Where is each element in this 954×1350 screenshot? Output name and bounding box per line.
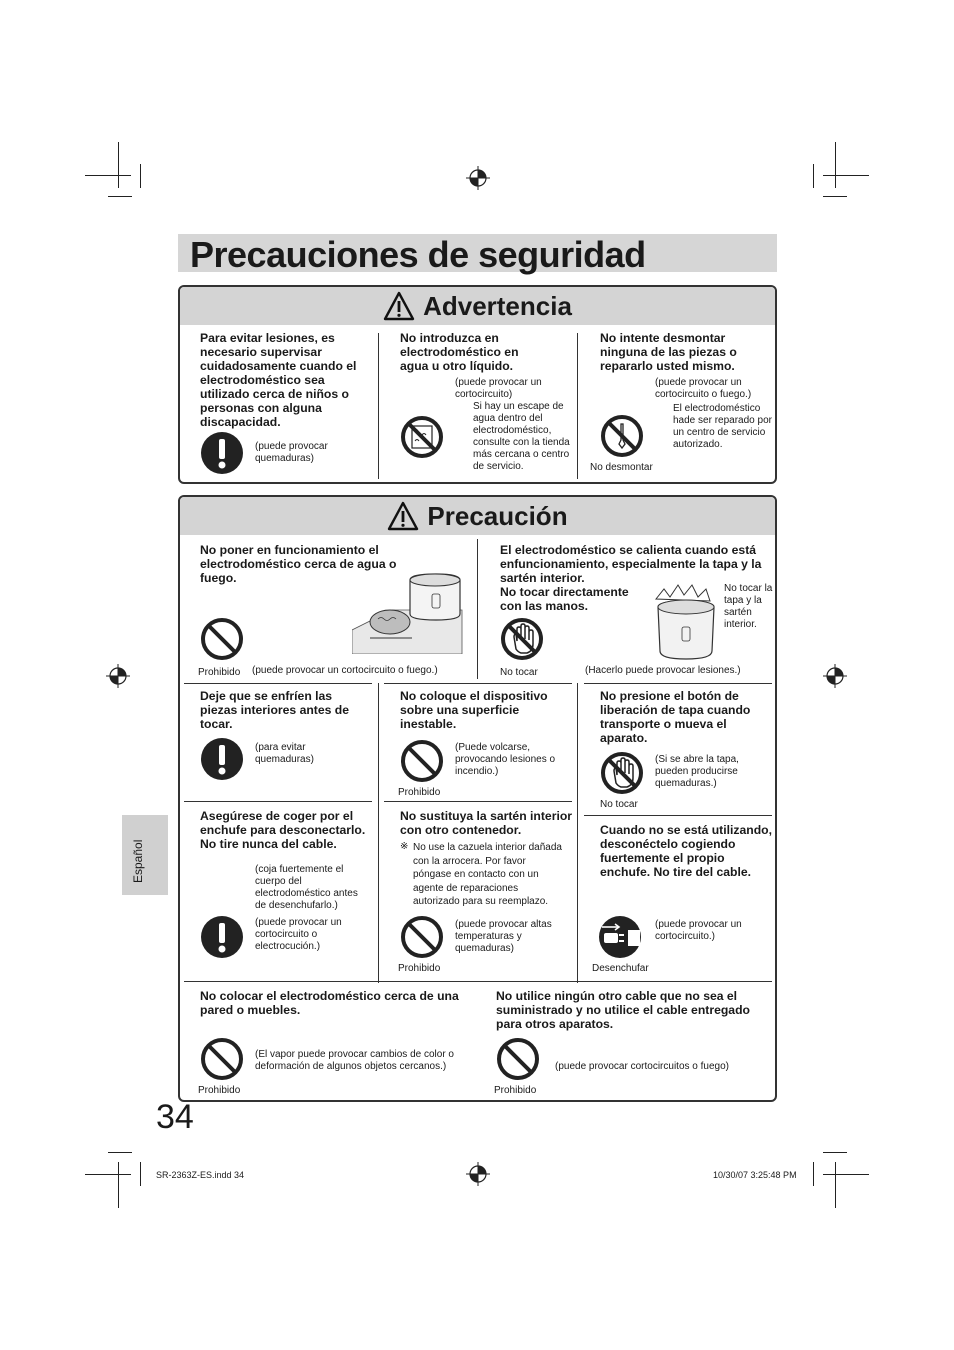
caution-heading: No presione el botón de liberación de tapa cuando transporte o mueva el aparato.: [600, 689, 751, 745]
warning-note: El electrodoméstico hade ser reparado por un centro de servicio autorizado.: [673, 403, 772, 450]
caution-heading: Cuando no se está utilizando, desconéctelo cogiendo fuertemente el propio enchufe. No tire del cable.: [600, 823, 772, 879]
row-divider: [184, 801, 372, 802]
icon-caption: No tocar: [600, 799, 638, 810]
caution-note: (El vapor puede provocar cambios de color o deformación de algunos objetos cercanos.): [255, 1049, 454, 1072]
crop-mark: [108, 1152, 132, 1153]
mandatory-exclamation-icon: [200, 915, 244, 959]
caution-note: (puede provocar un cortocircuito o electrocución.): [255, 917, 342, 952]
caution-heading: No poner en funcionamiento el electrodoméstico cerca de agua o fuego.: [200, 543, 397, 585]
title-bar: [178, 234, 777, 275]
icon-caption: Prohibido: [198, 1085, 241, 1096]
footer-file-name: SR-2363Z-ES.indd 34: [156, 1170, 245, 1180]
precaucion-panel: [178, 495, 777, 1102]
hot-rice-cooker-illustration: [650, 577, 722, 663]
row-divider: [384, 683, 572, 684]
crop-mark: [108, 196, 132, 197]
crop-mark: [140, 164, 141, 188]
registration-target-icon: [823, 664, 847, 688]
crop-mark: [823, 1152, 847, 1153]
mandatory-exclamation-icon: [200, 431, 244, 475]
icon-caption: Prohibido: [398, 787, 441, 798]
registration-target-icon: [106, 664, 130, 688]
crop-mark: [118, 1162, 119, 1208]
page-number: 34: [156, 1098, 194, 1136]
caution-side-note: No tocar la tapa y la sartén interior.: [724, 583, 773, 630]
crop-mark: [140, 1162, 141, 1186]
registration-target-icon: [466, 166, 490, 190]
warning-note: Si hay un escape de agua dentro del electrodoméstico, consulte con la tienda más cercana o centro de servicio.: [473, 401, 570, 472]
caution-heading: Asegúrese de coger por el enchufe para desconectarlo. No tire nunca del cable.: [200, 809, 366, 851]
precaucion-title: Precaución: [427, 500, 568, 531]
crop-mark: [823, 196, 847, 197]
reference-mark: ※: [400, 841, 409, 852]
unplug-icon: [598, 915, 642, 959]
caution-note: (puede provocar un cortocircuito o fuego.): [252, 665, 438, 676]
warning-heading: No intente desmontar ninguna de las piezas o repararlo usted mismo.: [600, 331, 737, 373]
icon-caption: Prohibido: [494, 1085, 537, 1096]
caution-note: (Puede volcarse, provocando lesiones o incendio.): [455, 742, 556, 777]
crop-mark: [835, 142, 836, 188]
crop-mark: [85, 1174, 131, 1175]
advertencia-panel: [178, 285, 777, 484]
caution-note: No use la cazuela interior dañada con la arrocera. Por favor póngase en contacto con un agente de reparaciones autorizado para su reemplazo.: [413, 842, 562, 908]
row-divider: [584, 815, 772, 816]
prohibited-icon: [200, 1037, 244, 1081]
advertencia-header: [180, 287, 775, 325]
no-touch-icon: [500, 617, 544, 661]
caution-note: (coja fuertemente el cuerpo del electrodoméstico antes de desenchufarlo.): [255, 864, 358, 911]
column-divider: [577, 333, 578, 479]
column-divider: [378, 683, 379, 983]
registration-target-icon: [466, 1162, 490, 1186]
warning-triangle-icon: [383, 291, 415, 321]
caution-heading: Deje que se enfríen las piezas interiores antes de tocar.: [200, 689, 350, 731]
caution-note: (puede provocar un cortocircuito.): [655, 919, 742, 942]
caution-heading: No tocar directamente con las manos.: [500, 585, 629, 613]
prohibited-icon: [400, 739, 444, 783]
caution-heading: No colocar el electrodoméstico cerca de una pared o muebles.: [200, 989, 459, 1017]
column-divider: [477, 539, 478, 679]
icon-caption: No tocar: [500, 667, 538, 678]
crop-mark: [85, 175, 131, 176]
caution-note: (Si se abre la tapa, pueden producirse quemaduras.): [655, 754, 739, 789]
language-tab: [122, 815, 168, 895]
advertencia-title: Advertencia: [423, 290, 572, 321]
crop-mark: [813, 164, 814, 188]
warning-triangle-icon: [387, 501, 419, 531]
icon-caption: Prohibido: [398, 963, 441, 974]
warning-heading: No introduzca en electrodoméstico en agua u otro líquido.: [400, 331, 519, 373]
caution-heading: No sustituya la sartén interior con otro contenedor.: [400, 809, 573, 837]
no-touch-icon: [600, 751, 644, 795]
row-divider: [584, 683, 772, 684]
icon-caption: Prohibido: [198, 667, 241, 678]
page-title: Precauciones de seguridad: [190, 234, 646, 275]
mandatory-exclamation-icon: [200, 737, 244, 781]
rice-cooker-near-stove-illustration: [352, 572, 464, 654]
row-divider: [384, 801, 572, 802]
row-divider: [184, 683, 372, 684]
no-water-icon: [400, 415, 444, 459]
language-tab-label: Español: [131, 839, 145, 883]
crop-mark: [118, 142, 119, 188]
crop-mark: [835, 1162, 836, 1208]
prohibited-icon: [496, 1037, 540, 1081]
caution-heading: No coloque el dispositivo sobre una superficie inestable.: [400, 689, 548, 731]
crop-mark: [823, 1174, 869, 1175]
warning-note: (puede provocar un cortocircuito): [455, 377, 542, 400]
warning-heading: Para evitar lesiones, es necesario supervisar cuidadosamente cuando el electrodoméstico sea utilizado cerca de niños o personas con alguna discapacidad.: [200, 331, 357, 429]
crop-mark: [823, 175, 869, 176]
caution-note: (para evitar quemaduras): [255, 742, 314, 765]
prohibited-icon: [400, 915, 444, 959]
warning-note: (puede provocar quemaduras): [255, 441, 328, 464]
icon-caption: Desenchufar: [592, 963, 649, 974]
caution-heading: El electrodoméstico se calienta cuando está enfuncionamiento, especialmente la tapa y la sartén interior.: [500, 543, 762, 585]
caution-note: (puede provocar altas temperaturas y quemaduras): [455, 919, 552, 954]
caution-note: (Hacerlo puede provocar lesiones.): [585, 665, 741, 676]
caution-heading: No utilice ningún otro cable que no sea el suministrado y no utilice el cable entregado para otros aparatos.: [496, 989, 750, 1031]
precaucion-header: [180, 497, 775, 535]
caution-note: (puede provocar cortocircuitos o fuego): [555, 1061, 729, 1072]
row-divider: [184, 981, 772, 982]
no-disassemble-icon: [600, 414, 644, 458]
crop-mark: [813, 1162, 814, 1186]
column-divider: [378, 333, 379, 479]
prohibited-icon: [200, 617, 244, 661]
footer-timestamp: 10/30/07 3:25:48 PM: [713, 1170, 797, 1180]
icon-caption: No desmontar: [590, 462, 653, 473]
warning-note: (puede provocar un cortocircuito o fuego.): [655, 377, 752, 400]
